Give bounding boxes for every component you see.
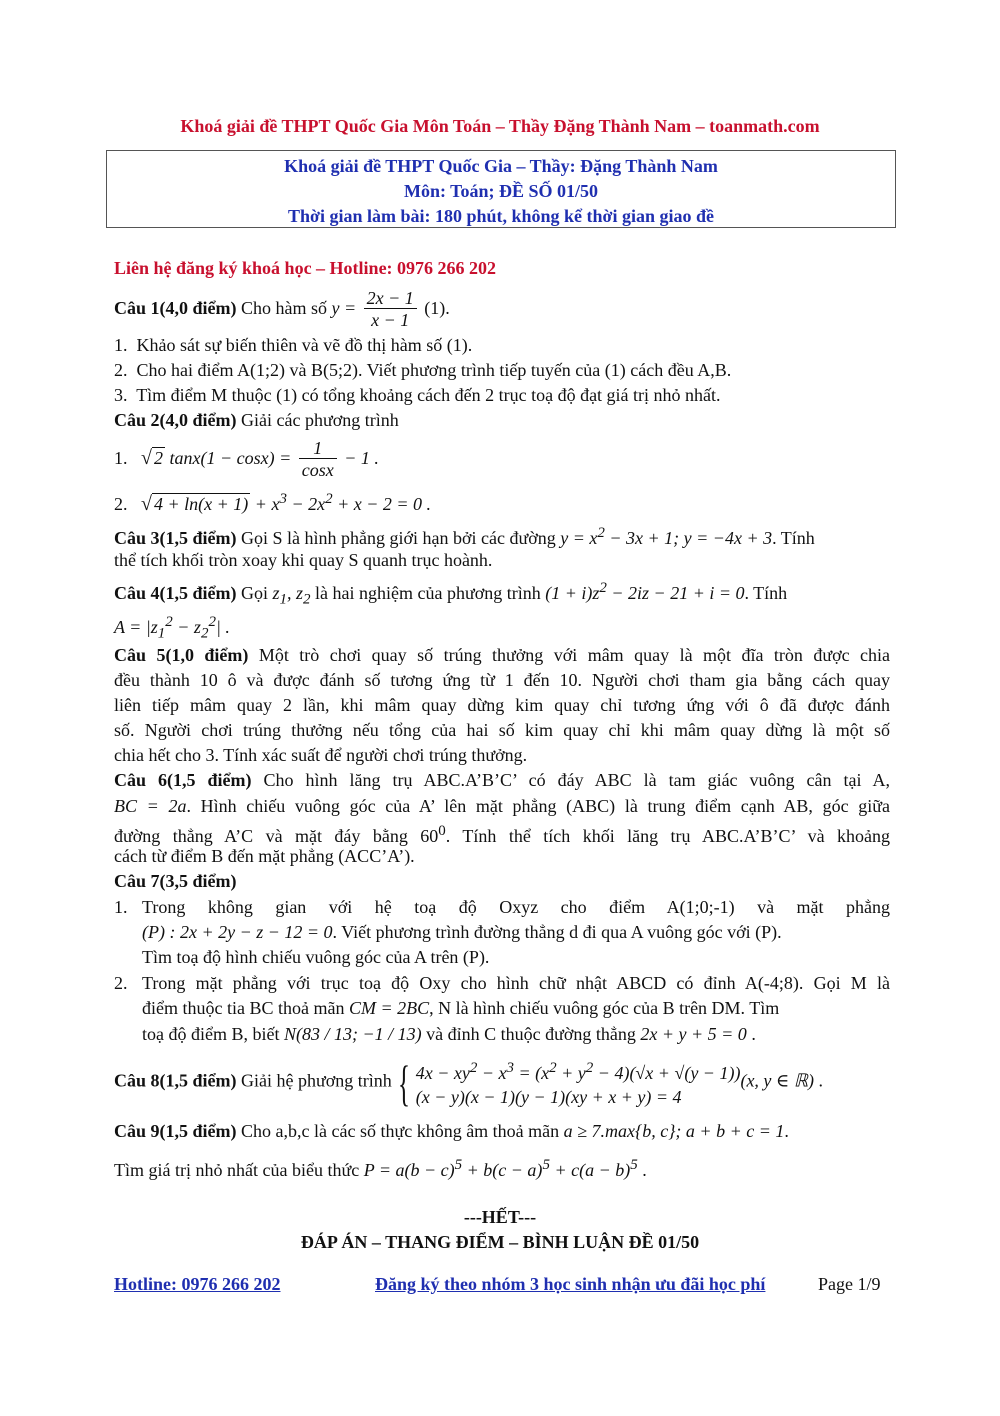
question-6-line-2: BC = 2a. Hình chiếu vuông góc của A’ lên mặt phẳng (ABC) là trung điểm cạnh AB, góc giữa	[114, 796, 890, 816]
question-2-label: Câu 2(4,0 điểm)	[114, 410, 237, 430]
question-6-line-4: cách từ điểm B đến mặt phẳng (ACC’A’).	[114, 846, 415, 866]
question-9: Câu 9(1,5 điểm) Cho a,b,c là các số thực không âm thoả mãn a ≥ 7.max{b, c}; a + b + c = 1.	[114, 1121, 789, 1141]
question-2-item-1: 1. √ 2 tanx(1 − cosx) = $\frac{1}{\cos x}$ − 1 .	[114, 438, 379, 481]
question-6-line-3: đường thẳng A’C và mặt đáy bằng $60^0$. Tính thể tích khối lăng trụ ABC.A’B’C’ và khoảng	[114, 823, 891, 846]
question-7-item-2: 2. Trong mặt phẳng với trục toạ độ Oxy cho hình chữ nhật ABCD có đỉnh A(-4;8). Gọi M là	[114, 973, 890, 993]
end-marker: ---HẾT---	[463, 1207, 537, 1227]
exam-time: Thời gian làm bài: 180 phút, không kể thời gian giao đề	[287, 206, 715, 226]
question-9-line-2: Tìm giá trị nhỏ nhất của biểu thức $P = a(b - c)^5 + b(c - a)^5 + c(a - b)^5$ .	[114, 1157, 647, 1180]
question-1-item-2: 2. Cho hai điểm A(1;2) và B(5;2). Viết phương trình tiếp tuyến của (1) cách đều A,B.	[114, 360, 732, 380]
contact-hotline: Liên hệ đăng ký khoá học – Hotline: 0976 266 202	[114, 258, 497, 278]
question-4-label: Câu 4(1,5 điểm)	[114, 583, 237, 603]
question-5-line-2: đều thành 10 ô và được đánh số tương ứng từ 1 đến 10. Người chơi tham gia bằng cách quay	[114, 670, 890, 690]
question-5-line-4: số. Người chơi trúng thưởng nếu tổng của hai số kim quay chỉ khi mâm quay dừng là một số	[114, 720, 890, 740]
question-7-item-1-line-3: Tìm toạ độ hình chiếu vuông góc của A trên (P).	[142, 947, 490, 967]
question-7-item-1-line-2: (P) : 2x + 2y − z − 12 = 0. Viết phương trình đường thẳng d đi qua A vuông góc với (P).	[142, 922, 782, 942]
exam-course-title: Khoá giải đề THPT Quốc Gia – Thầy: Đặng Thành Nam	[284, 156, 718, 176]
question-5-line-3: liên tiếp mâm quay 2 lần, khi mâm quay dừng kim quay chỉ tương ứng với ô đã được đánh	[114, 695, 890, 715]
question-5-line-5: chia hết cho 3. Tính xác suất để người chơi trúng thưởng.	[114, 745, 528, 765]
question-2	[114, 408, 890, 433]
question-4: Câu 4(1,5 điểm) Gọi $z_1$, $z_2$ là hai nghiệm của phương trình $(1 + i)z^2 - 2iz - 21 + i = 0$. Tính	[114, 580, 788, 608]
question-1-text: Cho hàm số	[241, 298, 328, 318]
question-4-formula: $A = |z_1^2 - z_2^2|$ .	[114, 614, 230, 642]
question-7-item-2-line-2: điểm thuộc tia BC thoả mãn CM = 2BC, N là hình chiếu vuông góc của B trên DM. Tìm	[142, 998, 780, 1018]
footer-page-number: Page 1/9	[818, 1274, 881, 1294]
question-3-label: Câu 3(1,5 điểm)	[114, 528, 237, 548]
question-6-line-1: Câu 6(1,5 điểm) Cho hình lăng trụ ABC.A’B’C’ có đáy ABC là tam giác vuông cân tại A,	[114, 770, 890, 790]
question-1-item-3: 3. Tìm điểm M thuộc (1) có tổng khoảng cách đến 2 trục toạ độ đạt giá trị nhỏ nhất.	[114, 385, 721, 405]
question-1-item-1: 1. Khảo sát sự biến thiên và vẽ đồ thị hàm số (1).	[114, 335, 473, 355]
page-header: Khoá giải đề THPT Quốc Gia Môn Toán – Thầy Đặng Thành Nam – toanmath.com	[180, 116, 820, 136]
question-1-label: Câu 1(4,0 điểm)	[114, 298, 237, 318]
question-8-label: Câu 8(1,5 điểm)	[114, 1070, 237, 1091]
question-2-item-2: 2. √ $4 + \ln(x + 1) + x^3 - 2x^2 + x - 2 = 0$ .	[114, 491, 432, 515]
footer-hotline[interactable]: Hotline: 0976 266 202	[114, 1274, 281, 1294]
question-1: Câu 1(4,0 điểm) Cho hàm số y = $\frac{2x - 1}{x - 1}$ (1).	[114, 288, 450, 331]
question-3: Câu 3(1,5 điểm) Gọi S là hình phẳng giới hạn bởi các đường $y = x^2 - 3x + 1$; y = −4x + 3. Tính	[114, 525, 815, 548]
question-2-text: Giải các phương trình	[241, 410, 399, 430]
question-7-item-2-line-3: toạ độ điểm B, biết N(83 / 13; −1 / 13) và đỉnh C thuộc đường thẳng 2x + y + 5 = 0 .	[142, 1024, 756, 1044]
question-8: Câu 8(1,5 điểm) Giải hệ phương trình { $4x - xy^2 - x^3 = (x^2 + y^2 - 4)(√x + √(y - 1))$ (x − y)(x − 1)(y − 1)(xy + x + y) = 4 (x, y ∈ ℝ) .	[114, 1054, 823, 1111]
question-7-item-1: 1. Trong không gian với hệ toạ độ Oxyz cho điểm A(1;0;-1) và mặt phẳng	[114, 897, 890, 917]
question-9-label: Câu 9(1,5 điểm)	[114, 1121, 237, 1141]
question-3-line-2: thể tích khối tròn xoay khi quay S quanh trục hoành.	[114, 550, 493, 570]
answer-section-title: ĐÁP ÁN – THANG ĐIỂM – BÌNH LUẬN ĐỀ 01/50	[300, 1232, 700, 1252]
exam-info-box	[106, 150, 896, 228]
question-7-label: Câu 7(3,5 điểm)	[114, 871, 237, 891]
footer-register-link[interactable]: Đăng ký theo nhóm 3 học sinh nhận ưu đãi học phí	[375, 1274, 766, 1294]
question-5-line-1: Câu 5(1,0 điểm) Một trò chơi quay số trúng thưởng với mâm quay là một đĩa tròn được chia	[114, 645, 891, 665]
exam-subject: Môn: Toán; ĐỀ SỐ 01/50	[403, 181, 599, 201]
question-1-formula: y = $\frac{2x - 1}{x - 1}$	[332, 298, 420, 318]
